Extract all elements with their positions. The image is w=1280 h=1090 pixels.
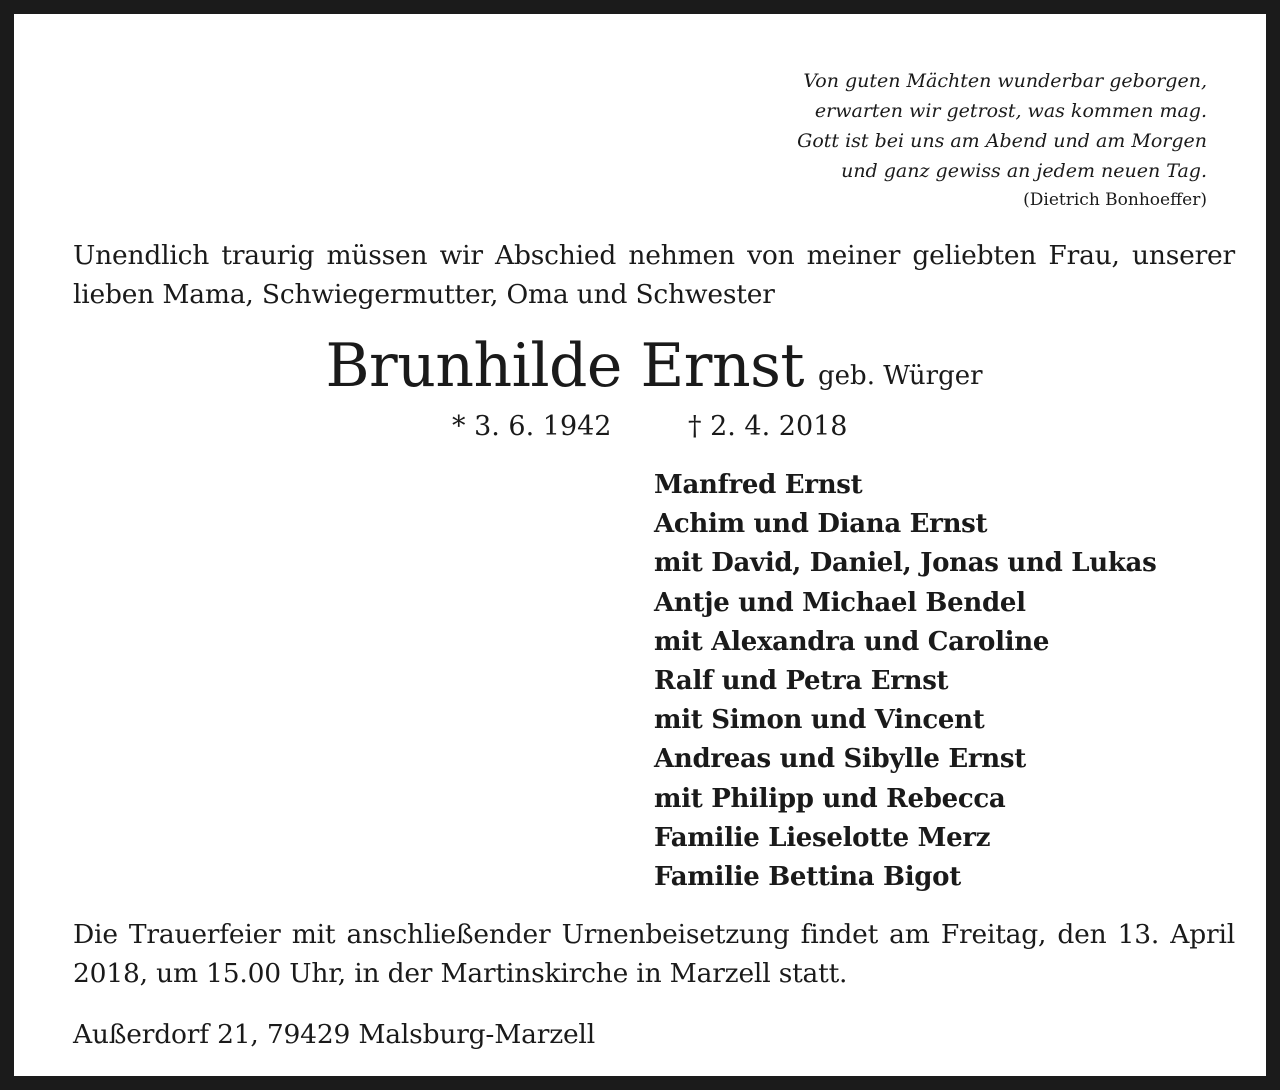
mourner-entry: mit David, Daniel, Jonas und Lukas [654,548,1157,579]
death-date: † 2. 4. 2018 [688,411,848,442]
address: Außerdorf 21, 79429 Malsburg-Marzell [73,1019,595,1050]
mourner-entry: Manfred Ernst [654,470,863,500]
intro-text: Unendlich traurig müssen wir Abschied nehmen von meiner geliebten Frau, unserer lieben Mama, Schwiegermutter, Oma und Schwester [73,240,1235,310]
funeral-notice: Die Trauerfeier mit anschließender Urnenbeisetzung findet am Freitag, den 13. April 2018, um 15.00 Uhr, in der Martinskirche in Marzell statt. [73,919,1235,989]
quote-line: erwarten wir getrost, was kommen mag. [814,100,1207,122]
mourner-entry: mit Alexandra und Caroline [654,626,1050,657]
quote-line: und ganz gewiss an jedem neuen Tag. [841,160,1207,182]
mourners-list [654,466,1156,897]
mourner-entry: mit Philipp und Rebecca [654,783,1006,814]
bonhoeffer-quote [647,66,1207,214]
mourner-entry: Familie Bettina Bigot [654,862,961,893]
mourner-entry: Antje und Michael Bendel [654,587,1026,618]
quote-author: (Dietrich Bonhoeffer) [1023,190,1207,210]
mourner-entry: Andreas und Sibylle Ernst [654,744,1026,775]
birth-date: * 3. 6. 1942 [452,411,612,442]
maiden-name: geb. Würger [818,361,983,391]
deceased-name: Brunhilde Ernst [325,331,805,401]
mourner-entry: Familie Lieselotte Merz [654,822,991,853]
quote-line: Von guten Mächten wunderbar geborgen, [803,70,1207,92]
mourner-entry: mit Simon und Vincent [654,705,985,736]
mourner-entry: Ralf und Petra Ernst [654,666,949,697]
deceased-name-row [14,326,1280,406]
mourner-entry: Achim und Diana Ernst [654,509,988,540]
quote-line: Gott ist bei uns am Abend und am Morgen [797,130,1207,152]
